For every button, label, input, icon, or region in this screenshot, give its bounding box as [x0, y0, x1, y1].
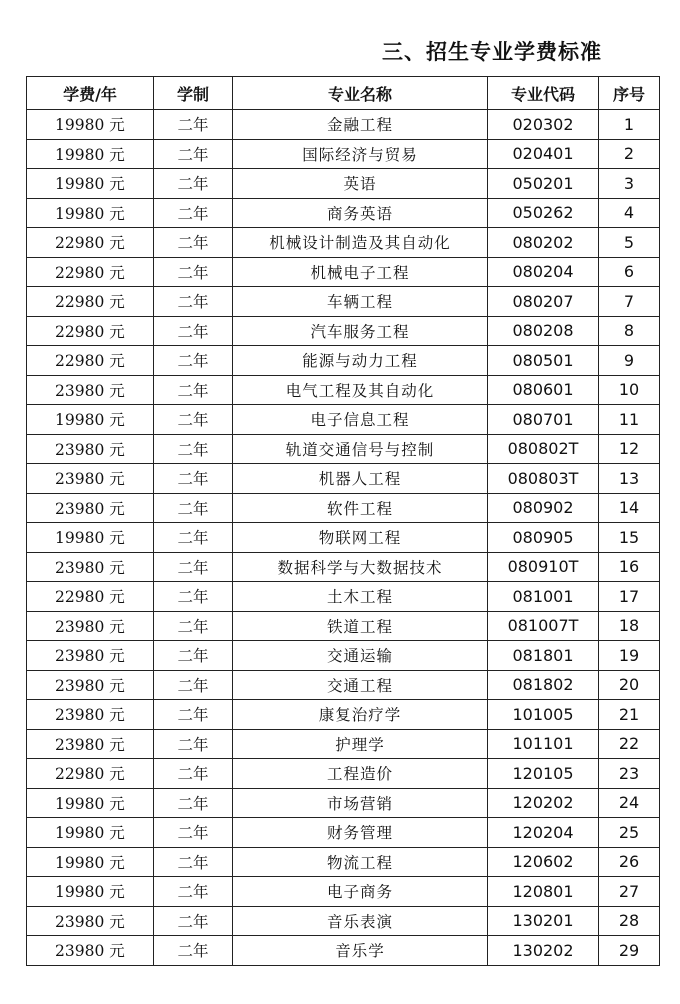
table-row	[27, 198, 660, 228]
table-row	[27, 523, 660, 553]
major-code-cell: 080207	[488, 287, 599, 317]
tuition-fee-table	[26, 76, 660, 966]
major-name-cell: 机器人工程	[233, 464, 488, 494]
fee-cell: 22980 元	[27, 316, 154, 346]
seq-cell: 5	[599, 228, 660, 258]
fee-cell: 23980 元	[27, 729, 154, 759]
seq-cell: 26	[599, 847, 660, 877]
length-cell: 二年	[154, 641, 233, 671]
major-code-cell: 080601	[488, 375, 599, 405]
seq-cell: 4	[599, 198, 660, 228]
major-code-cell: 101101	[488, 729, 599, 759]
length-cell: 二年	[154, 847, 233, 877]
fee-cell: 23980 元	[27, 936, 154, 966]
table-row	[27, 788, 660, 818]
table-row	[27, 316, 660, 346]
header-major-name: 专业名称	[233, 77, 488, 110]
fee-cell: 19980 元	[27, 523, 154, 553]
major-name-cell: 英语	[233, 169, 488, 199]
fee-cell: 23980 元	[27, 670, 154, 700]
major-code-cell: 081802	[488, 670, 599, 700]
major-code-cell: 080204	[488, 257, 599, 287]
seq-cell: 14	[599, 493, 660, 523]
length-cell: 二年	[154, 169, 233, 199]
fee-cell: 23980 元	[27, 611, 154, 641]
major-code-cell: 080802T	[488, 434, 599, 464]
table-row	[27, 552, 660, 582]
fee-cell: 23980 元	[27, 434, 154, 464]
table-row	[27, 346, 660, 376]
seq-cell: 9	[599, 346, 660, 376]
length-cell: 二年	[154, 198, 233, 228]
seq-cell: 22	[599, 729, 660, 759]
major-code-cell: 080905	[488, 523, 599, 553]
major-code-cell: 020401	[488, 139, 599, 169]
table-row	[27, 405, 660, 435]
major-name-cell: 金融工程	[233, 110, 488, 140]
major-name-cell: 电气工程及其自动化	[233, 375, 488, 405]
major-name-cell: 音乐学	[233, 936, 488, 966]
major-name-cell: 工程造价	[233, 759, 488, 789]
major-code-cell: 081801	[488, 641, 599, 671]
length-cell: 二年	[154, 434, 233, 464]
seq-cell: 15	[599, 523, 660, 553]
fee-cell: 19980 元	[27, 198, 154, 228]
seq-cell: 7	[599, 287, 660, 317]
table-row	[27, 877, 660, 907]
fee-cell: 23980 元	[27, 700, 154, 730]
table-row	[27, 936, 660, 966]
table-row	[27, 287, 660, 317]
length-cell: 二年	[154, 139, 233, 169]
major-name-cell: 交通运输	[233, 641, 488, 671]
fee-cell: 19980 元	[27, 139, 154, 169]
major-name-cell: 国际经济与贸易	[233, 139, 488, 169]
major-name-cell: 商务英语	[233, 198, 488, 228]
major-name-cell: 轨道交通信号与控制	[233, 434, 488, 464]
fee-cell: 23980 元	[27, 906, 154, 936]
seq-cell: 11	[599, 405, 660, 435]
table-body	[27, 110, 660, 966]
seq-cell: 18	[599, 611, 660, 641]
header-major-code: 专业代码	[488, 77, 599, 110]
table-row	[27, 641, 660, 671]
major-name-cell: 汽车服务工程	[233, 316, 488, 346]
major-name-cell: 护理学	[233, 729, 488, 759]
major-code-cell: 080202	[488, 228, 599, 258]
major-name-cell: 数据科学与大数据技术	[233, 552, 488, 582]
fee-cell: 23980 元	[27, 641, 154, 671]
length-cell: 二年	[154, 729, 233, 759]
table-row	[27, 847, 660, 877]
major-name-cell: 物联网工程	[233, 523, 488, 553]
seq-cell: 24	[599, 788, 660, 818]
major-code-cell: 050201	[488, 169, 599, 199]
seq-cell: 29	[599, 936, 660, 966]
major-code-cell: 081007T	[488, 611, 599, 641]
length-cell: 二年	[154, 464, 233, 494]
seq-cell: 21	[599, 700, 660, 730]
major-code-cell: 080208	[488, 316, 599, 346]
major-code-cell: 080910T	[488, 552, 599, 582]
length-cell: 二年	[154, 877, 233, 907]
major-name-cell: 音乐表演	[233, 906, 488, 936]
length-cell: 二年	[154, 257, 233, 287]
fee-cell: 19980 元	[27, 788, 154, 818]
length-cell: 二年	[154, 670, 233, 700]
length-cell: 二年	[154, 936, 233, 966]
table-row	[27, 611, 660, 641]
table-row	[27, 818, 660, 848]
major-code-cell: 120202	[488, 788, 599, 818]
length-cell: 二年	[154, 375, 233, 405]
major-code-cell: 120204	[488, 818, 599, 848]
fee-cell: 22980 元	[27, 228, 154, 258]
table-row	[27, 582, 660, 612]
fee-cell: 19980 元	[27, 110, 154, 140]
major-code-cell: 080501	[488, 346, 599, 376]
seq-cell: 25	[599, 818, 660, 848]
fee-cell: 22980 元	[27, 257, 154, 287]
fee-cell: 22980 元	[27, 287, 154, 317]
fee-cell: 19980 元	[27, 818, 154, 848]
table-row	[27, 729, 660, 759]
seq-cell: 1	[599, 110, 660, 140]
major-name-cell: 能源与动力工程	[233, 346, 488, 376]
table-row	[27, 169, 660, 199]
table-header-row	[27, 77, 660, 110]
fee-cell: 23980 元	[27, 375, 154, 405]
length-cell: 二年	[154, 228, 233, 258]
seq-cell: 6	[599, 257, 660, 287]
header-length: 学制	[154, 77, 233, 110]
table-row	[27, 375, 660, 405]
major-code-cell: 081001	[488, 582, 599, 612]
length-cell: 二年	[154, 700, 233, 730]
table-row	[27, 434, 660, 464]
seq-cell: 16	[599, 552, 660, 582]
seq-cell: 10	[599, 375, 660, 405]
length-cell: 二年	[154, 759, 233, 789]
major-code-cell: 020302	[488, 110, 599, 140]
seq-cell: 17	[599, 582, 660, 612]
major-code-cell: 080902	[488, 493, 599, 523]
major-name-cell: 财务管理	[233, 818, 488, 848]
major-code-cell: 120105	[488, 759, 599, 789]
seq-cell: 28	[599, 906, 660, 936]
table-row	[27, 759, 660, 789]
seq-cell: 23	[599, 759, 660, 789]
header-seq: 序号	[599, 77, 660, 110]
table-row	[27, 906, 660, 936]
length-cell: 二年	[154, 611, 233, 641]
table-row	[27, 228, 660, 258]
table-row	[27, 670, 660, 700]
table-row	[27, 110, 660, 140]
seq-cell: 12	[599, 434, 660, 464]
length-cell: 二年	[154, 818, 233, 848]
length-cell: 二年	[154, 316, 233, 346]
seq-cell: 20	[599, 670, 660, 700]
major-code-cell: 130202	[488, 936, 599, 966]
length-cell: 二年	[154, 906, 233, 936]
major-name-cell: 软件工程	[233, 493, 488, 523]
major-name-cell: 交通工程	[233, 670, 488, 700]
length-cell: 二年	[154, 493, 233, 523]
major-code-cell: 080803T	[488, 464, 599, 494]
fee-cell: 19980 元	[27, 877, 154, 907]
table-row	[27, 493, 660, 523]
fee-cell: 22980 元	[27, 582, 154, 612]
major-name-cell: 物流工程	[233, 847, 488, 877]
table-row	[27, 139, 660, 169]
major-name-cell: 康复治疗学	[233, 700, 488, 730]
fee-cell: 23980 元	[27, 464, 154, 494]
seq-cell: 27	[599, 877, 660, 907]
seq-cell: 8	[599, 316, 660, 346]
major-name-cell: 车辆工程	[233, 287, 488, 317]
major-name-cell: 机械设计制造及其自动化	[233, 228, 488, 258]
section-title: 三、招生专业学费标准	[382, 40, 602, 64]
fee-cell: 23980 元	[27, 493, 154, 523]
major-name-cell: 机械电子工程	[233, 257, 488, 287]
major-code-cell: 080701	[488, 405, 599, 435]
major-name-cell: 市场营销	[233, 788, 488, 818]
length-cell: 二年	[154, 287, 233, 317]
major-code-cell: 101005	[488, 700, 599, 730]
major-name-cell: 电子商务	[233, 877, 488, 907]
seq-cell: 3	[599, 169, 660, 199]
fee-cell: 19980 元	[27, 169, 154, 199]
fee-cell: 19980 元	[27, 847, 154, 877]
header-fee: 学费/年	[27, 77, 154, 110]
major-code-cell: 130201	[488, 906, 599, 936]
length-cell: 二年	[154, 346, 233, 376]
major-code-cell: 120602	[488, 847, 599, 877]
length-cell: 二年	[154, 523, 233, 553]
length-cell: 二年	[154, 552, 233, 582]
fee-cell: 22980 元	[27, 346, 154, 376]
major-code-cell: 050262	[488, 198, 599, 228]
table-row	[27, 257, 660, 287]
length-cell: 二年	[154, 582, 233, 612]
table-row	[27, 464, 660, 494]
seq-cell: 13	[599, 464, 660, 494]
length-cell: 二年	[154, 405, 233, 435]
major-code-cell: 120801	[488, 877, 599, 907]
major-name-cell: 电子信息工程	[233, 405, 488, 435]
fee-cell: 23980 元	[27, 552, 154, 582]
table-row	[27, 700, 660, 730]
major-name-cell: 土木工程	[233, 582, 488, 612]
major-name-cell: 铁道工程	[233, 611, 488, 641]
seq-cell: 2	[599, 139, 660, 169]
length-cell: 二年	[154, 110, 233, 140]
length-cell: 二年	[154, 788, 233, 818]
fee-cell: 19980 元	[27, 405, 154, 435]
seq-cell: 19	[599, 641, 660, 671]
fee-cell: 22980 元	[27, 759, 154, 789]
